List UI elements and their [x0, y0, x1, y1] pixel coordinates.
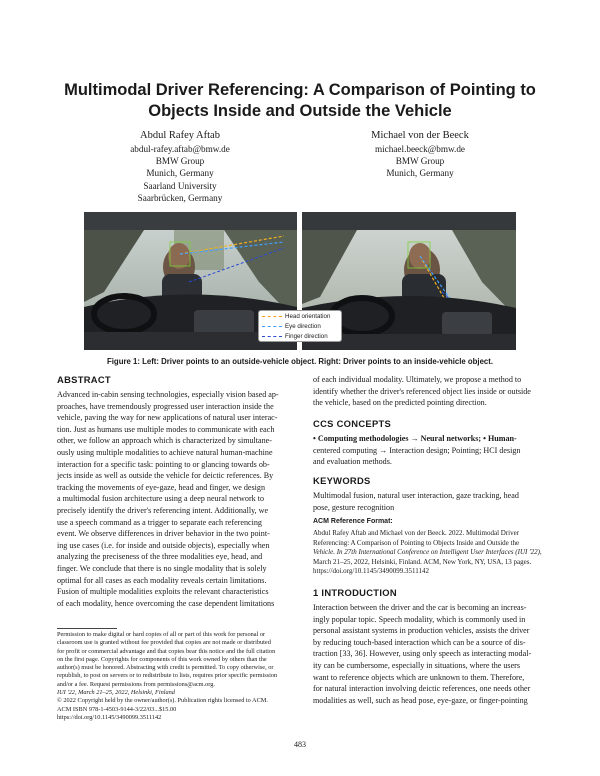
author-1-affil-3: Saarland University [143, 180, 217, 191]
ccs-heading: CCS CONCEPTS [313, 418, 392, 429]
paper-title [40, 80, 560, 122]
permission-block: Permission to make digital or hard copies of all or part of this work for personal or classroom use is granted without fee provided that copies are not made or distributed for profit or commercial advantage and that copies bear this notice and the full citation on the first page. Copyrights for components of this work owned by others than the author(s) must be honored. Abstracting with credit is permitted. To copy otherwise, or republish, to post on servers or to redistribute to lists, requires prior specific permission and/or a fee. Request permissions from permissions@acm.org. IUI '22, March 21–25, 2022, Helsinki, Finland © 2022 Copyright held by the owner/author(s). Publication rights licensed to ACM. ACM ISBN 978-1-4503-9144-3/22/03...$15.00 https://doi.org/10.1145/3490099.3511142 [57, 631, 278, 721]
author-2-affil-1: BMW Group [395, 156, 445, 167]
keywords-heading: KEYWORDS [313, 475, 371, 486]
legend-item-eye: Eye direction [262, 322, 338, 332]
figure-legend [258, 310, 342, 342]
orange-dash-icon [262, 316, 282, 317]
intro-heading: 1 INTRODUCTION [313, 587, 397, 598]
abstract-continued: of each individual modality. Ultimately, we propose a method to identify whether the driver's referenced object lies inside or outside the vehicle, based on the predicted pointing direction. [313, 375, 531, 408]
author-1-affil-1: BMW Group [155, 156, 205, 167]
author-2-affil-2: Munich, Germany [386, 168, 454, 179]
blue-dash-icon [262, 336, 282, 337]
author-2-name: Michael von der Beeck [371, 130, 469, 141]
ccs-body: • Computing methodologies → Neural networks; • Human- centered computing → Interaction design; Pointing; HCI design and evaluation methods. [313, 434, 521, 467]
acm-ref-heading: ACM Reference Format: [313, 518, 393, 525]
author-1-name: Abdul Rafey Aftab [140, 130, 220, 141]
legend-item-finger: Finger direction [262, 332, 338, 342]
author-1 [100, 129, 260, 204]
keywords-body: Multimodal fusion, natural user interaction, gaze tracking, head pose, gesture recognition [313, 491, 519, 512]
author-2-email: michael.beeck@bmw.de [374, 144, 465, 154]
legend-item-head: Head orientation [262, 312, 338, 322]
title-line-2: Objects Inside and Outside the Vehicle [148, 102, 452, 120]
intro-body: Interaction between the driver and the car is becoming an increas- ingly popular topic. Speech modality, which is commonly used in personal assistant systems in production vehicles, assists the driver by reducing touch-based interaction which can be a source of dis- traction [33, 36]. However, using only speech as interacting modal- ity can be cumbersome, especially in situations, where the users want to reference objects which are unknown to them. Therefore, for natural interaction involving deictic references, one needs other modalities as well, such as head pose, eye-gaze, or finger-pointing [313, 603, 532, 705]
acm-ref-body: Abdul Rafey Aftab and Michael von der Beeck. 2022. Multimodal Driver Referencing: A Comparison of Pointing to Objects Inside and Outside the Vehicle. In 27th International Conference on Intelligent User Interfaces (IUI '22), March 21–25, 2022, Helsinki, Finland. ACM, New York, NY, USA, 13 pages. https://doi.org/10.1145/3490099.3511142 [313, 529, 542, 576]
page-number: 483 [294, 740, 306, 749]
author-1-email: abdul-rafey.aftab@bmw.de [130, 144, 230, 154]
figure-caption: Figure 1: Left: Driver points to an outside-vehicle object. Right: Driver points to an inside-vehicle object. [107, 357, 493, 366]
lightblue-dash-icon [262, 326, 282, 327]
author-2 [340, 129, 500, 180]
footnote-rule [57, 628, 117, 629]
author-1-affil-2: Munich, Germany [146, 168, 214, 179]
abstract-heading: ABSTRACT [57, 374, 111, 385]
author-1-affil-4: Saarbrücken, Germany [137, 192, 223, 203]
abstract-body: Advanced in-cabin sensing technologies, especially vision based ap- proaches, have tremendously progressed user interaction inside the vehicle, paving the way for new applications of natural user interac- tion. Just as humans use multiple modes to communicate with each other, we follow an approach which is characterized by simultane- ously using multiple modalities to achieve natural human-machine interaction for a specific task: pointing to or glancing towards ob- jects inside as well as outside the vehicle for deictic references. By tracking the movements of eye-gaze, head and finger, we design a multimodal fusion architecture using a deep neural network to precisely identify the driver's referencing intent. Additionally, we use a speech command as a trigger to separate each referencing event. We observe differences in driver behavior in the two point- ing use cases (i.e. for inside and outside objects), especially when analyzing the preciseness of the three modalities eye, head, and finger. We conclude that there is no single modality that is solely optimal for all cases as each modality reveals certain limitations. Fusion of multiple modalities exploits the relevant characteristics of each modality, hence overcoming the case dependent limitations [57, 390, 279, 608]
title-line-1: Multimodal Driver Referencing: A Comparison of Pointing to [64, 81, 536, 99]
